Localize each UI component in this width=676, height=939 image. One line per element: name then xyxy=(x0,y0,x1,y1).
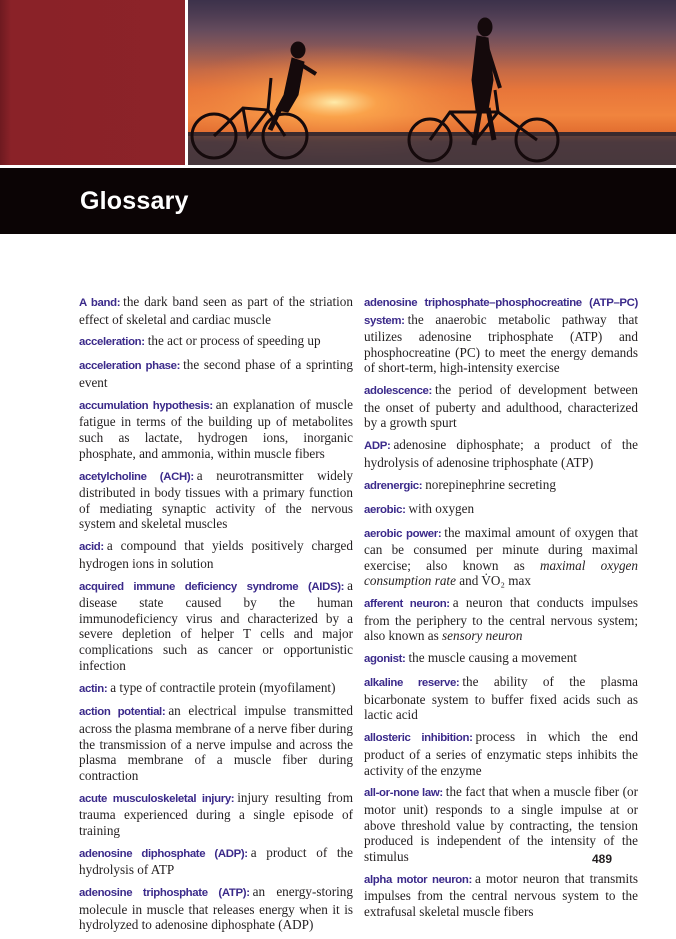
glossary-entry xyxy=(79,578,353,674)
glossary-definition: adenosine diphosphate; a product of the hydrolysis of adenosine triphosphate (ATP) xyxy=(364,437,638,470)
glossary-entry xyxy=(79,538,353,571)
glossary-term: actin: xyxy=(79,682,108,695)
page-number: 489 xyxy=(592,852,613,866)
glossary-definition: process in which the end product of a series of enzymatic steps inhibits the activity of the enzyme xyxy=(364,729,638,778)
glossary-definition-italic: sensory neuron xyxy=(442,628,523,644)
glossary-term: allosteric inhibition: xyxy=(364,732,473,745)
glossary-term: acute musculoskeletal injury: xyxy=(79,792,235,805)
glossary-entry xyxy=(364,674,638,723)
glossary-term: aerobic power: xyxy=(364,527,442,540)
glossary-definition: the fact that when a muscle fiber (or motor unit) responds to a single impulse at or above threshold value by contracting, the tension produced is independent of the intensity of the stimulus xyxy=(364,784,638,864)
glossary-definition: a disease state caused by the human immunodeficiency virus and characterized by a severe depletion of helper T cells and major complications such as cancer or opportunistic infection xyxy=(79,577,353,673)
glossary-term: adenosine triphosphate (ATP): xyxy=(79,887,250,900)
glossary-entry xyxy=(79,397,353,461)
glossary-term: accumulation hypothesis: xyxy=(79,399,213,412)
glossary-definition: an energy-storing molecule in muscle that releases energy when it is hydrolyzed to adenosine diphosphate (ADP) xyxy=(79,884,353,933)
glossary-term: alkaline reserve: xyxy=(364,677,460,690)
glossary-entry xyxy=(364,595,638,644)
glossary-term: adenosine diphosphate (ADP): xyxy=(79,847,248,860)
header-red-block xyxy=(0,0,185,165)
glossary-entry xyxy=(364,477,638,495)
glossary-definition: the anaerobic metabolic pathway that utilizes adenosine triphosphate (ATP) and phosphocreatine (PC) to meet the energy demands of short-term, high-intensity exercise xyxy=(364,311,638,376)
glossary-term: adrenergic: xyxy=(364,479,423,492)
glossary-term: afferent neuron: xyxy=(364,598,450,611)
glossary-definition: with oxygen xyxy=(408,500,475,516)
glossary-entry xyxy=(79,790,353,839)
glossary-entry xyxy=(79,680,353,698)
glossary-definition: a neuron that conducts impulses from the periphery to the central nervous system; also known as xyxy=(364,595,639,644)
glossary-term: agonist: xyxy=(364,653,406,666)
glossary-term: acceleration: xyxy=(79,336,145,349)
glossary-entry xyxy=(364,437,638,470)
glossary-entry xyxy=(79,884,353,933)
glossary-entry xyxy=(79,357,353,390)
page-title: Glossary xyxy=(80,187,189,215)
glossary-definition: a compound that yields positively charged hydrogen ions in solution xyxy=(79,538,353,571)
glossary-definition: the ability of the plasma bicarbonate system to buffer fixed acids such as lactic acid xyxy=(364,674,638,723)
glossary-definition: a type of contractile protein (myofilament) xyxy=(110,679,336,695)
glossary-term: aerobic: xyxy=(364,503,406,516)
glossary-entry xyxy=(364,501,638,519)
glossary-definition: an explanation of muscle fatigue in terms of the building up of metabolites such as lactate, hydrogen ions, inorganic phosphate, and ammonia, within muscle fibers xyxy=(79,396,353,461)
glossary-column-left xyxy=(79,294,353,939)
glossary-term: acquired immune deficiency syndrome (AIDS): xyxy=(79,580,345,593)
header-photo-cyclists xyxy=(188,0,676,165)
glossary-entry xyxy=(364,729,638,778)
glossary-definition: the dark band seen as part of the striation effect of skeletal and cardiac muscle xyxy=(79,294,353,327)
glossary-definition: a neurotransmitter widely distributed in body tissues with a primary function of mediating synaptic activity of the nervous system and skeletal muscles xyxy=(79,467,353,532)
glossary-definition: a motor neuron that transmits impulses from the central nervous system to the extrafusal skeletal muscle fibers xyxy=(364,870,638,919)
glossary-definition: the maximal amount of oxygen that can be consumed per minute during maximal exercise; also known as xyxy=(364,524,638,573)
glossary-term: acceleration phase: xyxy=(79,360,181,373)
glossary-entry xyxy=(364,294,638,376)
glossary-term: acid: xyxy=(79,541,104,554)
glossary-definition: norepinephrine secreting xyxy=(425,476,556,492)
glossary-column-right xyxy=(364,294,638,926)
glossary-definition: the act or process of speeding up xyxy=(147,333,321,349)
glossary-entry xyxy=(79,294,353,327)
glossary-definition: the second phase of a sprinting event xyxy=(79,357,353,390)
glossary-definition: the period of development between the onset of puberty and adulthood, characterized by a growth spurt xyxy=(364,382,638,431)
glossary-term: adolescence: xyxy=(364,385,432,398)
glossary-entry xyxy=(79,845,353,878)
glossary-entry xyxy=(364,525,638,589)
glossary-entry xyxy=(79,468,353,532)
glossary-entry xyxy=(364,871,638,920)
glossary-entry xyxy=(364,650,638,668)
glossary-entry xyxy=(79,703,353,783)
glossary-term: action potential: xyxy=(79,706,166,719)
glossary-definition: a product of the hydrolysis of ATP xyxy=(79,844,353,878)
glossary-term: acetylcholine (ACH): xyxy=(79,470,194,483)
glossary-term: all-or-none law: xyxy=(364,787,443,800)
glossary-entry xyxy=(364,382,638,431)
glossary-definition: an electrical impulse transmitted across the plasma membrane of a nerve fiber during the transmission of a nerve impulse and across the plasma membrane of a muscle fiber during contraction xyxy=(79,703,353,783)
glossary-term: ADP: xyxy=(364,440,391,453)
glossary-definition: injury resulting from trauma experienced during a single episode of training xyxy=(79,789,353,838)
cyclists-silhouette-image xyxy=(188,0,676,165)
glossary-definition-tail: and V̇O₂ max xyxy=(459,573,531,589)
glossary-term: A band: xyxy=(79,297,121,309)
glossary-definition-italic: maximal oxygen consumption rate xyxy=(364,557,638,589)
glossary-definition: the muscle causing a movement xyxy=(408,650,577,666)
glossary-term: alpha motor neuron: xyxy=(364,873,472,886)
glossary-entry xyxy=(79,333,353,351)
glossary-term: adenosine triphosphate–phosphocreatine (ATP–PC) system: xyxy=(364,297,638,327)
